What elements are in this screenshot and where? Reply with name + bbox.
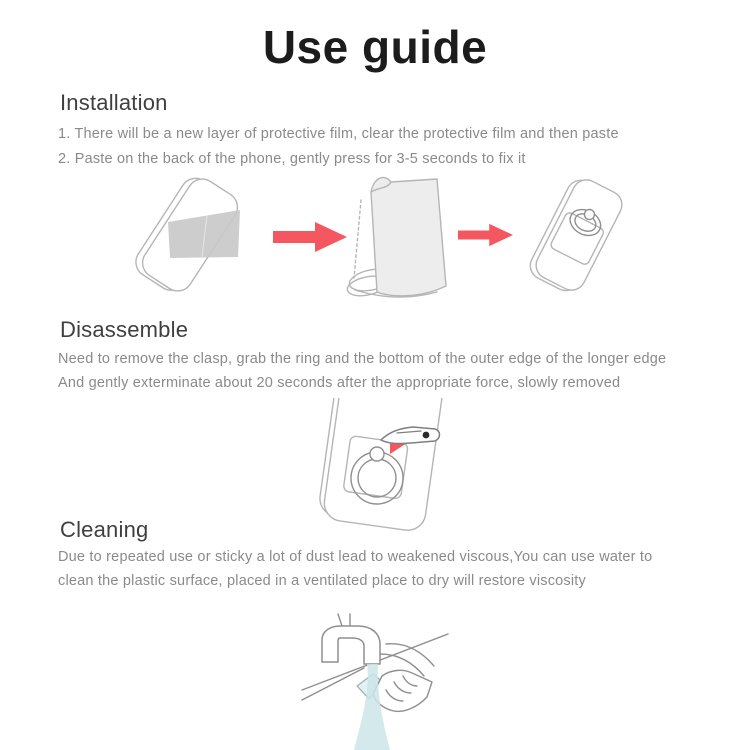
disassemble-heading: Disassemble <box>60 317 189 342</box>
cleaning-line-2: clean the plastic surface, placed in a ventilated place to dry will restore viscosity <box>58 573 586 589</box>
disassemble-line-2: And gently exterminate about 20 seconds after the appropriate force, slowly removed <box>58 375 621 391</box>
cleaning-line-1: Due to repeated use or sticky a lot of dust lead to weakened viscous,You can use water to <box>58 549 653 565</box>
disassemble-illustration <box>293 398 471 534</box>
red-arrow-icon <box>458 223 513 247</box>
page-title: Use guide <box>262 21 488 73</box>
phone-with-film-icon <box>110 175 270 300</box>
installation-step-2: 2. Paste on the back of the phone, gently press for 3-5 seconds to fix it <box>58 151 526 167</box>
disassemble-line-1: Need to remove the clasp, grab the ring and the bottom of the outer edge of the longer edge <box>58 351 667 367</box>
peel-film-icon <box>337 170 455 302</box>
phone-with-ring-icon <box>512 175 647 297</box>
installation-step-1: 1. There will be a new layer of protective film, clear the protective film and then paste <box>58 126 619 142</box>
red-arrow-icon <box>273 222 347 252</box>
cleaning-heading: Cleaning <box>60 517 149 542</box>
rinse-under-faucet-illustration <box>300 612 450 750</box>
installation-heading: Installation <box>60 90 168 115</box>
